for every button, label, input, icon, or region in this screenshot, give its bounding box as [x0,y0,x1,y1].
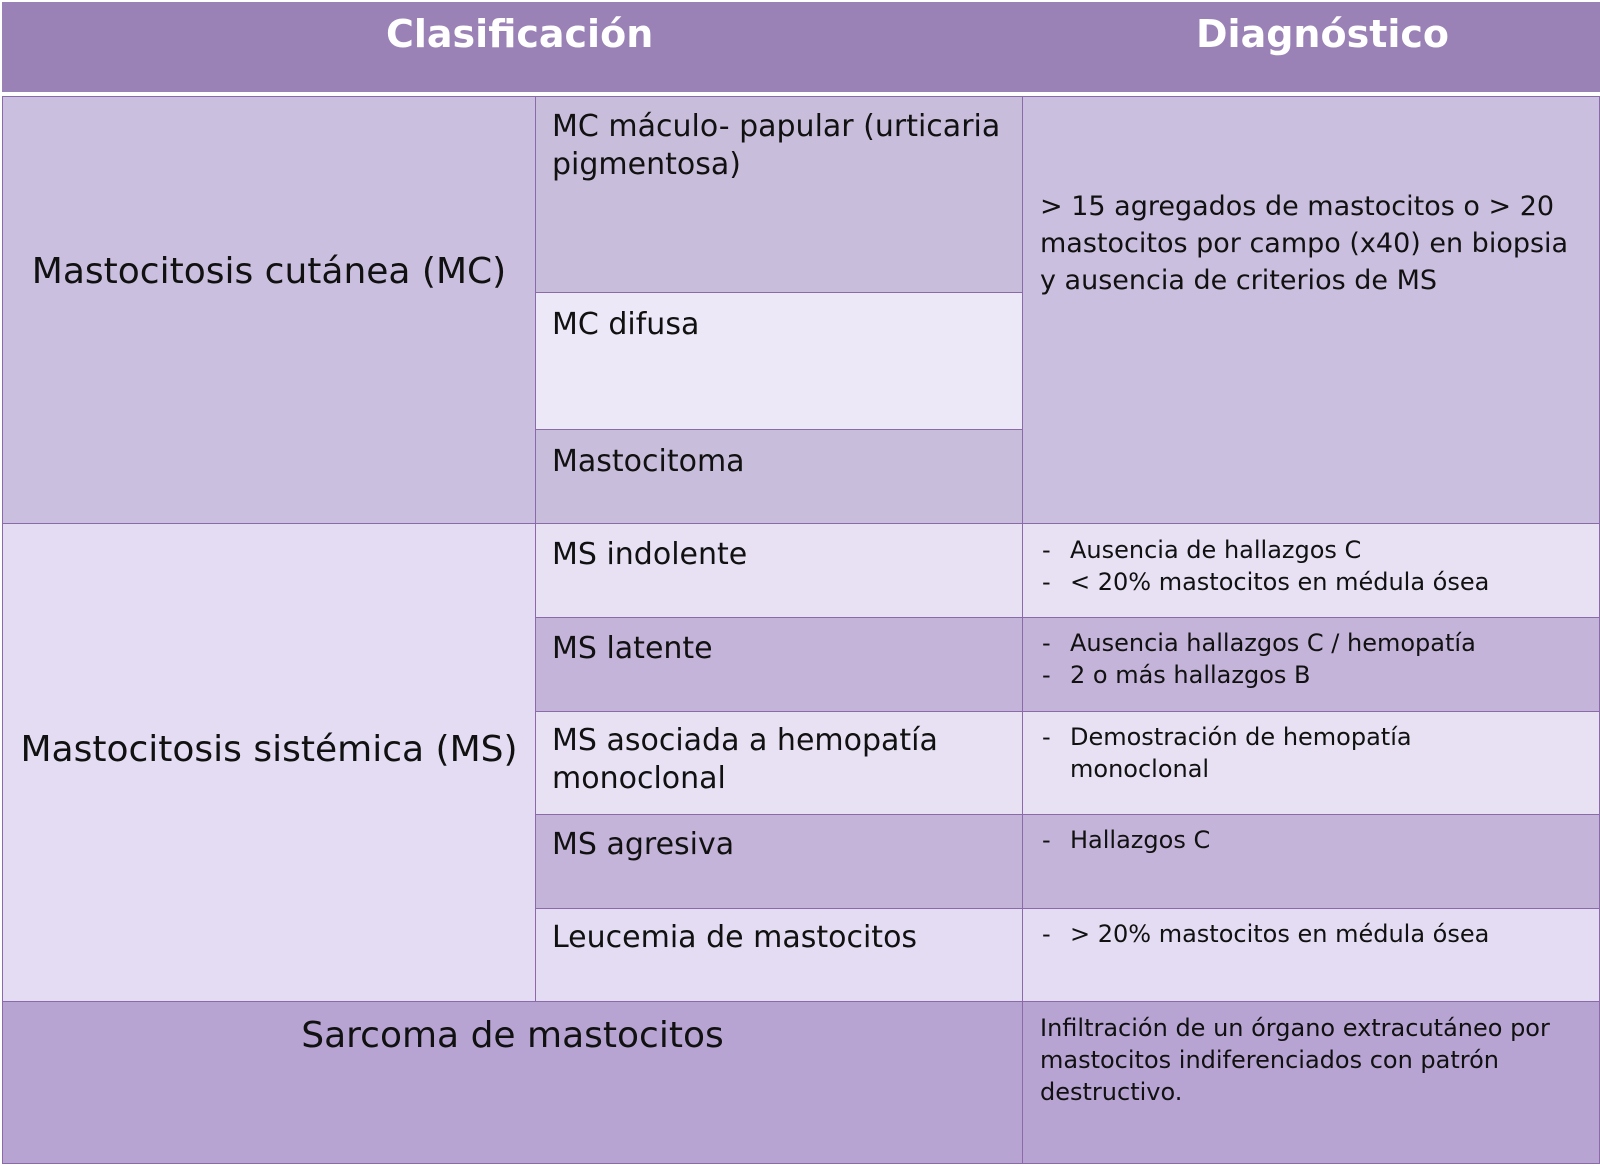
criteria-item: - > 20% mastocitos en médula ósea [1040,918,1585,950]
sarcoma-label: Sarcoma de mastocitos [301,1015,724,1056]
criteria-item: - < 20% mastocitos en médula ósea [1040,566,1585,598]
sarcoma-diagnosis-text: Infiltración de un órgano extracutáneo por mastocitos indiferenciados con patrón destructivo. [1040,1014,1550,1106]
ms-criteria-list [1040,918,1585,950]
ms-criteria-list [1040,824,1585,856]
header-diagnostico: Diagnóstico [1196,12,1450,56]
header-clasificacion: Clasificación [386,12,654,56]
ms-criteria-list [1040,534,1585,598]
ms-subtype-label: MS latente [552,631,713,666]
mc-subtype-label: MC máculo- papular (urticaria pigmentosa) [552,109,1001,182]
criteria-item: - Hallazgos C [1040,824,1585,856]
ms-group-label: Mastocitosis sistémica (MS) [20,729,518,770]
ms-criteria-list [1040,627,1585,691]
criteria-item: - 2 o más hallazgos B [1040,659,1585,691]
criteria-item: - Ausencia hallazgos C / hemopatía [1040,627,1585,659]
criteria-item: - Demostración de hemopatía monoclonal [1040,721,1480,785]
criteria-item: - Ausencia de hallazgos C [1040,534,1585,566]
mc-subtype-label: MC difusa [552,307,700,342]
mc-group-label: Mastocitosis cutánea (MC) [31,251,507,292]
ms-subtype-label: MS indolente [552,537,748,572]
mc-diagnosis-cell [1022,96,1600,524]
ms-subtype-label: MS asociada a hemopatía monoclonal [552,723,938,796]
mc-diagnosis-text: > 15 agregados de mastocitos o > 20 mastocitos por campo (x40) en biopsia y ausencia de criterios de MS [1040,191,1569,296]
ms-criteria-list [1040,721,1480,785]
ms-subtype-label: MS agresiva [552,827,735,862]
ms-subtype-label: Leucemia de mastocitos [552,920,918,955]
mc-subtype-label: Mastocitoma [552,444,745,479]
mc-group-cell [2,96,536,524]
